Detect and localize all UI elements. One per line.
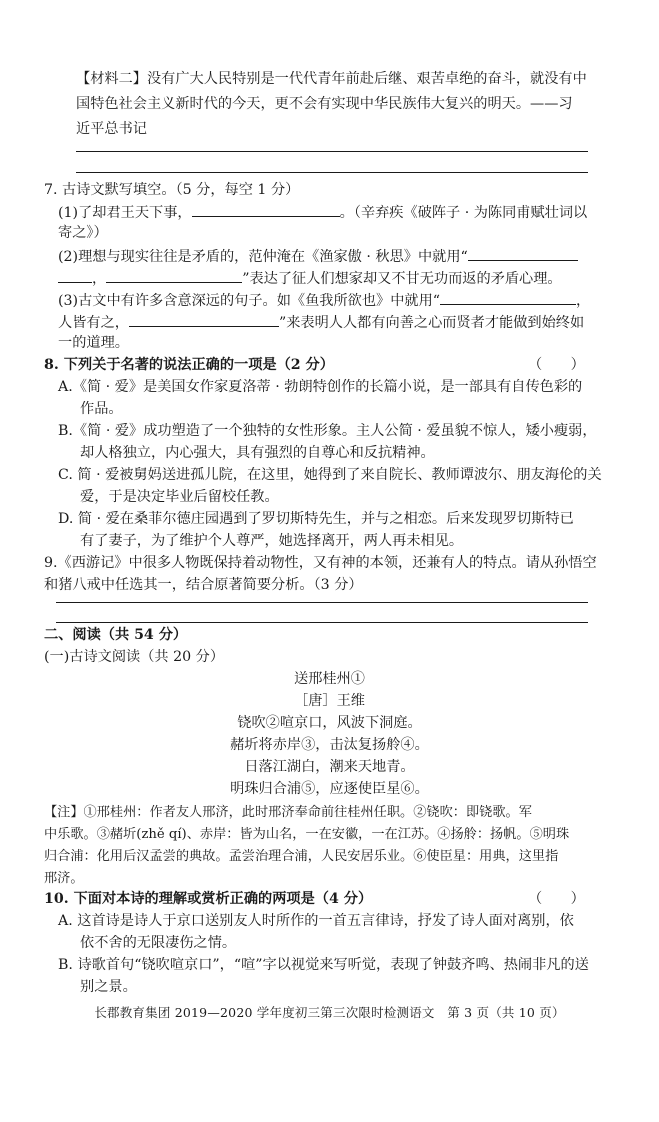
material2-line: 近平总书记 xyxy=(76,121,147,137)
q7-blank-3a[interactable] xyxy=(440,290,576,305)
poem-title: 送邢桂州① xyxy=(294,671,365,687)
q7-s3-text2: 人皆有之， xyxy=(58,315,129,331)
answer-line[interactable] xyxy=(56,622,588,623)
q7-stem: 7. 古诗文默写填空。（5 分，每空 1 分） xyxy=(44,182,300,198)
q7-s3-comma: ， xyxy=(576,293,591,309)
poem-notes: 邢济。 xyxy=(44,871,84,886)
q8-option-c-cont: 爱，于是决定毕业后留校任教。 xyxy=(80,489,279,505)
poem-line: 日落江湖白，潮来天地青。 xyxy=(244,759,415,775)
q8-option-d[interactable]: D. 简 · 爱在桑菲尔德庄园遇到了罗切斯特先生，并与之相恋。后来发现罗切斯特已 xyxy=(58,511,574,527)
q9-stem: 9.《西游记》中很多人物既保持着动物性，又有神的本领，还兼有人的特点。请从孙悟空 xyxy=(44,555,597,571)
q7-s2-comma: ， xyxy=(92,271,107,287)
q8-option-b-cont: 却人格独立，内心强大，具有强烈的自尊心和反抗精神。 xyxy=(80,445,435,461)
q8-answer-paren[interactable]: （ ） xyxy=(528,357,585,373)
poem-line: 铙吹②喧京口，风波下洞庭。 xyxy=(237,715,422,731)
q7-blank-2a-cont[interactable] xyxy=(58,268,92,283)
q7-sentence2 xyxy=(58,246,578,266)
q10-option-a-cont: 依不舍的无限凄伤之情。 xyxy=(80,935,237,951)
section-title: 二、阅读（共 54 分） xyxy=(44,627,188,643)
q10-stem: 10. 下面对本诗的理解或赏析正确的两项是（4 分） xyxy=(44,891,373,907)
material2-line: 【材料二】没有广大人民特别是一代代青年前赴后继、艰苦卓绝的奋斗，就没有中 xyxy=(76,71,587,87)
q9-stem-cont: 和猪八戒中任选其一，结合原著简要分析。（3 分） xyxy=(44,577,363,593)
q8-option-c[interactable]: C. 简 · 爱被舅妈送进孤儿院，在这里，她得到了来自院长、教师谭波尔、朋友海伦的关 xyxy=(58,467,602,483)
poem-author: ［唐］王维 xyxy=(294,693,365,709)
page-footer: 长郡教育集团 2019—2020 学年度初三第三次限时检测语文 第 3 页（共 10 页） xyxy=(94,1005,565,1020)
q7-sentence3 xyxy=(58,290,590,310)
q10-option-a[interactable]: A. 这首诗是诗人于京口送别友人时所作的一首五言律诗，抒发了诗人面对离别，依 xyxy=(58,913,574,929)
subsection-title: (一)古诗文阅读（共 20 分） xyxy=(44,649,225,665)
poem-notes: 中乐歌。③赭圻(zhě qí)、赤岸：皆为山名，一在安徽，一在江苏。④扬舲：扬帆。⑤明珠 xyxy=(44,827,570,842)
poem-line: 明珠归合浦⑤，应逐使臣星⑥。 xyxy=(230,781,429,797)
q7-blank-2b[interactable] xyxy=(106,268,242,283)
q8-stem: 8. 下列关于名著的说法正确的一项是（2 分） xyxy=(44,357,334,373)
answer-line[interactable] xyxy=(76,172,588,173)
q7-s1-text: (1)了却君王天下事， xyxy=(58,205,192,221)
q7-s1-source: 。（辛弃疾《破阵子 · 为陈同甫赋壮词以 xyxy=(339,205,588,221)
poem-line: 赭圻将赤岸③，击汰复扬舲④。 xyxy=(230,737,429,753)
answer-line[interactable] xyxy=(76,151,588,152)
q7-s3-text: (3)古文中有许多含意深远的句子。如《鱼我所欲也》中就用“ xyxy=(58,293,441,309)
q7-blank-1[interactable] xyxy=(192,202,340,217)
q7-s1-cont: 寄之》） xyxy=(58,225,108,241)
q8-option-d-cont: 有了妻子，为了维护个人尊严，她选择离开，两人再未相见。 xyxy=(80,533,464,549)
q8-option-b[interactable]: B.《简 · 爱》成功塑造了一个独特的女性形象。主人公简 · 爱虽貌不惊人，矮小瘦弱， xyxy=(58,423,597,439)
answer-line[interactable] xyxy=(56,602,588,603)
q10-option-b[interactable]: B. 诗歌首句“铙吹喧京口”，“喧”字以视觉来写听觉，表现了钟鼓齐鸣、热闹非凡的送 xyxy=(58,957,589,973)
q10-answer-paren[interactable]: （ ） xyxy=(528,891,585,907)
q8-option-a[interactable]: A.《简 · 爱》是美国女作家夏洛蒂 · 勃朗特创作的长篇小说，是一部具有自传色彩的 xyxy=(58,379,583,395)
q7-sentence3-cont xyxy=(58,312,584,332)
material2-line: 国特色社会主义新时代的今天，更不会有实现中华民族伟大复兴的明天。——习 xyxy=(76,96,573,112)
q7-sentence2-cont xyxy=(58,268,562,288)
q7-s3-text3: ”来表明人人都有向善之心而贤者才能做到始终如 xyxy=(278,315,585,331)
q7-sentence1 xyxy=(58,202,587,222)
q7-blank-3b[interactable] xyxy=(129,312,279,327)
poem-notes: 【注】①邢桂州：作者友人邢济，此时邢济奉命前往桂州任职。②铙吹：即铙歌。军 xyxy=(44,805,532,820)
q7-s2-text2: ”表达了征人们想家却又不甘无功而返的矛盾心理。 xyxy=(242,271,562,287)
q10-option-b-cont: 别之景。 xyxy=(80,979,137,995)
q7-blank-2a[interactable] xyxy=(468,246,578,261)
q7-s3-end: 一的道理。 xyxy=(58,335,129,351)
q7-s2-text: (2)理想与现实往往是矛盾的，范仲淹在《渔家傲 · 秋思》中就用“ xyxy=(58,249,468,265)
q8-option-a-cont: 作品。 xyxy=(80,401,123,417)
poem-notes: 归合浦：化用后汉孟尝的典故。孟尝治理合浦，人民安居乐业。⑥使臣星：用典，这里指 xyxy=(44,849,559,864)
